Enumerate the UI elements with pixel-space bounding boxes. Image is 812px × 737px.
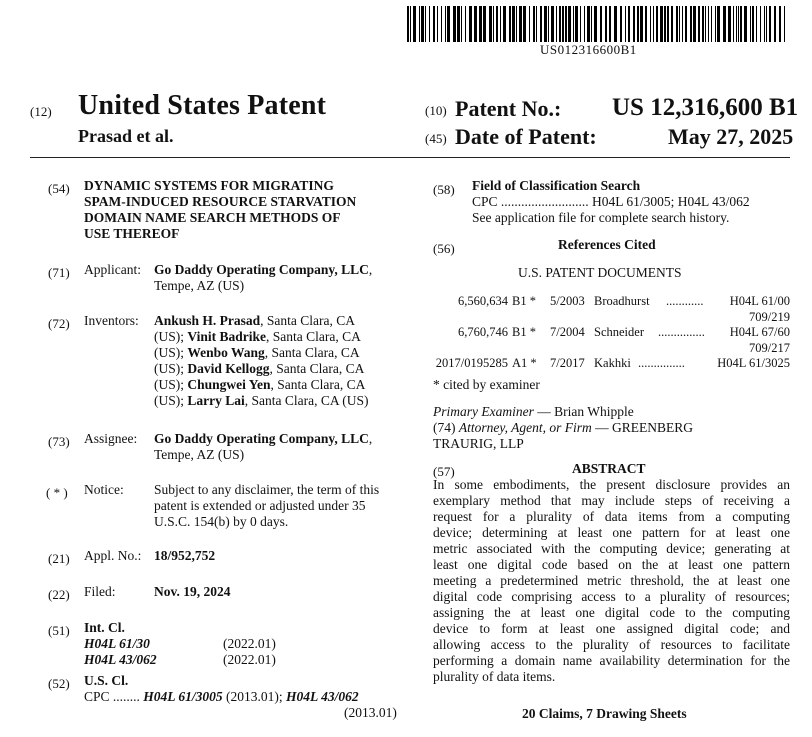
inventor-line <box>154 393 369 409</box>
barcode-bar <box>562 6 564 42</box>
inventor-line <box>154 313 369 329</box>
barcode-bar <box>469 6 472 42</box>
barcode-bar <box>653 6 654 42</box>
attorney-name: — GREENBERG <box>591 420 693 435</box>
barcode-bar <box>437 6 438 42</box>
abstract-line: metric associated with the computing device; generating at <box>433 541 790 556</box>
inventor-prefix: (US); <box>154 361 188 376</box>
barcode-bar <box>605 6 607 42</box>
barcode-bar <box>474 6 477 42</box>
barcode-bar <box>540 6 542 42</box>
inventor-line <box>154 377 369 393</box>
field-22-num: (22) <box>48 587 70 602</box>
reference-row-cont <box>436 341 790 357</box>
examiner-name: — Brian Whipple <box>533 404 634 419</box>
abstract-line: allowing access to the plurality of resources to facilitate <box>433 637 790 652</box>
barcode-bar <box>779 6 781 42</box>
barcode-bar <box>645 6 647 42</box>
filed-value: Nov. 19, 2024 <box>154 584 231 599</box>
barcode-bar <box>512 6 515 42</box>
abstract-line: meeting a predetermined metric threshold, the at least one <box>433 573 790 588</box>
date-of-patent: May 27, 2025 <box>668 124 794 149</box>
ref-date: 5/2003 <box>550 294 585 308</box>
barcode-bar <box>679 6 680 42</box>
reference-row <box>436 325 790 341</box>
barcode-bar <box>756 6 757 42</box>
date-label: Date of Patent: <box>455 124 597 149</box>
cpc-date: (2013.01); <box>226 689 283 704</box>
int-cl-code: H04L 43/062 <box>84 652 157 667</box>
abstract-line: device to form at least one assigned digital code; and <box>433 621 790 636</box>
barcode-bar <box>760 6 761 42</box>
barcode-bar <box>419 6 420 42</box>
us-patent-docs-label: U.S. PATENT DOCUMENTS <box>518 265 682 280</box>
invention-title <box>84 178 356 242</box>
ref-kind: A1 * <box>512 356 537 370</box>
attorney-label: Attorney, Agent, or Firm <box>458 420 592 435</box>
barcode-bar <box>413 6 416 42</box>
barcode-bar <box>441 6 442 42</box>
abstract-label: ABSTRACT <box>572 461 646 476</box>
cpc-code: H04L 61/3005 <box>143 689 223 704</box>
ref-dots: ............... <box>638 356 685 370</box>
field-57-num: (57) <box>433 464 455 479</box>
inventors-short: Prasad et al. <box>78 126 174 146</box>
barcode-bar <box>587 6 590 42</box>
barcode-bar <box>671 6 673 42</box>
inventor-name: Larry Lai <box>187 393 245 408</box>
barcode-bar <box>529 6 530 42</box>
cited-by-examiner: * cited by examiner <box>433 377 540 392</box>
ref-name: Kakhki <box>594 356 631 370</box>
barcode-bar <box>465 6 466 42</box>
title-line: USE THEREOF <box>84 226 180 241</box>
barcode-bar <box>461 6 462 42</box>
claims-sheets: 20 Claims, 7 Drawing Sheets <box>522 706 687 721</box>
notice-num: ( * ) <box>46 485 68 500</box>
barcode-bar <box>500 6 501 42</box>
barcode-bar <box>682 6 683 42</box>
int-cl-date: (2022.01) <box>223 652 276 667</box>
barcode-bar <box>591 6 592 42</box>
barcode-bar <box>573 6 574 42</box>
inventor-prefix: (US); <box>154 377 188 392</box>
barcode-bar <box>503 6 506 42</box>
assignee-label: Assignee: <box>84 431 138 446</box>
barcode-bar <box>421 6 424 42</box>
barcode-bar <box>633 6 635 42</box>
barcode-bar <box>565 6 567 42</box>
field-21-num: (21) <box>48 551 70 566</box>
barcode-bar <box>556 6 557 42</box>
barcode-bar <box>410 6 411 42</box>
kind-code-num: (12) <box>30 104 52 119</box>
assignee-location: Tempe, AZ (US) <box>154 447 245 462</box>
cpc-prefix: CPC ........ <box>84 689 140 704</box>
barcode-bar <box>685 6 687 42</box>
barcode-bar <box>614 6 617 42</box>
barcode-bar <box>736 6 737 42</box>
barcode-bar <box>533 6 535 42</box>
barcode-bar <box>702 6 704 42</box>
barcode-bar <box>733 6 734 42</box>
applicant-sep: , <box>368 262 373 277</box>
ref-dots: ............... <box>658 325 705 339</box>
field-72-num: (72) <box>48 316 70 331</box>
barcode-bar <box>766 6 767 42</box>
applicant-location: Tempe, AZ (US) <box>154 278 245 293</box>
abstract-line: assigning the at least one digital code to the computing <box>433 605 790 620</box>
inventor-location: , Santa Clara, CA <box>260 313 356 328</box>
inventor-location: , Santa Clara, CA <box>269 361 365 376</box>
notice-line: Subject to any disclaimer, the term of this <box>154 482 380 497</box>
barcode-bar <box>516 6 517 42</box>
barcode-bar <box>536 6 537 42</box>
barcode-bar <box>496 6 498 42</box>
abstract-text <box>433 477 790 685</box>
abstract-line: exemplary method that may include steps of receiving a <box>433 493 790 508</box>
cpc-date: (2013.01) <box>344 705 397 720</box>
barcode-bar <box>609 6 611 42</box>
title-line: DOMAIN NAME SEARCH METHODS OF <box>84 210 341 225</box>
primary-examiner <box>433 404 634 420</box>
barcode <box>407 6 785 42</box>
field-58-num: (58) <box>433 182 455 197</box>
filed-label: Filed: <box>84 584 116 599</box>
field-74-num: (74) <box>433 420 456 435</box>
applicant-label: Applicant: <box>84 262 141 277</box>
ref-number: 6,560,634 <box>458 294 508 308</box>
barcode-bar <box>717 6 720 42</box>
field-54-num: (54) <box>48 181 70 196</box>
abstract-line: performing a domain name availability determination for the <box>433 653 790 668</box>
barcode-bar <box>664 6 666 42</box>
ref-date: 7/2004 <box>550 325 585 339</box>
inventor-line <box>154 329 369 345</box>
inventor-name: Wenbo Wang <box>187 345 265 360</box>
barcode-bar <box>523 6 526 42</box>
barcode-bar <box>433 6 435 42</box>
field-search-label: Field of Classification Search <box>472 178 641 193</box>
barcode-bar <box>453 6 456 42</box>
abstract-line: In some embodiments, the present disclosure provides an <box>433 477 790 492</box>
barcode-bar <box>479 6 482 42</box>
ref-kind: B1 * <box>512 325 536 339</box>
barcode-bar <box>519 6 522 42</box>
barcode-bar <box>407 6 409 42</box>
field-51-num: (51) <box>48 623 70 638</box>
us-cl-label: U.S. Cl. <box>84 673 129 688</box>
inventor-line <box>154 345 369 361</box>
barcode-bar <box>600 6 602 42</box>
field-search-cpc: CPC .......................... H04L 61/3005; H04L 43/062 <box>472 194 750 209</box>
notice-text <box>154 482 379 530</box>
inventor-prefix: (US); <box>154 393 188 408</box>
barcode-bar <box>705 6 706 42</box>
barcode-bar <box>690 6 692 42</box>
barcode-bar <box>447 6 450 42</box>
barcode-bar <box>551 6 554 42</box>
notice-line: patent is extended or adjusted under 35 <box>154 498 366 513</box>
abstract-line: least one digital code based on the at least one pattern <box>433 557 790 572</box>
barcode-bar <box>752 6 754 42</box>
date-num: (45) <box>425 131 447 146</box>
ref-number: 2017/0195285 <box>435 356 508 370</box>
assignee-sep: , <box>368 431 373 446</box>
field-71-num: (71) <box>48 265 70 280</box>
abstract-line: digital code comprising access to a plurality of resources; <box>433 589 790 604</box>
inventor-location: , Santa Clara, CA (US) <box>244 393 369 408</box>
ref-class: H04L 67/60 <box>729 325 790 339</box>
barcode-bar <box>559 6 561 42</box>
barcode-bar <box>544 6 547 42</box>
barcode-bar <box>584 6 585 42</box>
patent-no-label: Patent No.: <box>455 96 562 121</box>
barcode-bar <box>429 6 430 42</box>
barcode-bar <box>698 6 700 42</box>
barcode-bar <box>628 6 630 42</box>
barcode-bar <box>750 6 751 42</box>
inventor-name: Chungwei Yen <box>187 377 271 392</box>
int-cl-date: (2022.01) <box>223 636 276 651</box>
barcode-bar <box>575 6 578 42</box>
inventor-prefix: (US); <box>154 345 188 360</box>
appl-no-label: Appl. No.: <box>84 548 142 563</box>
abstract-line: plurality of data items. <box>433 669 556 684</box>
cpc-code: H04L 43/062 <box>286 689 359 704</box>
title-line: SPAM-INDUCED RESOURCE STARVATION <box>84 194 357 209</box>
barcode-bar <box>457 6 460 42</box>
assignee-name: Go Daddy Operating Company, LLC <box>154 431 369 446</box>
barcode-bar <box>774 6 776 42</box>
barcode-bar <box>656 6 658 42</box>
ref-date: 7/2017 <box>550 356 585 370</box>
barcode-bar <box>620 6 622 42</box>
us-cl-cpc <box>84 689 359 705</box>
assignee <box>154 431 372 463</box>
inventor-location: , Santa Clara, CA <box>266 329 361 344</box>
field-search-note: See application file for complete search history. <box>472 210 730 225</box>
barcode-bar <box>738 6 739 42</box>
barcode-bar <box>425 6 426 42</box>
ref-class: H04L 61/3025 <box>717 356 790 370</box>
ref-kind: B1 * <box>512 294 536 308</box>
field-56-num: (56) <box>433 241 455 256</box>
applicant-name: Go Daddy Operating Company, LLC <box>154 262 369 277</box>
abstract-line: request for a plurality of data items from a computing <box>433 509 790 524</box>
barcode-bar <box>637 6 639 42</box>
examiner-label: Primary Examiner <box>433 404 534 419</box>
ref-dots: ............ <box>666 294 704 308</box>
inventors-label: Inventors: <box>84 313 139 328</box>
int-cl-code: H04L 61/30 <box>84 636 150 651</box>
inventor-name: Vinit Badrike <box>187 329 267 344</box>
barcode-bar <box>483 6 486 42</box>
barcode-bar <box>594 6 597 42</box>
ref-name: Broadhurst <box>594 294 650 308</box>
barcode-bar <box>580 6 581 42</box>
barcode-bar <box>660 6 663 42</box>
ref-class: H04L 61/00 <box>729 294 790 308</box>
inventors-list <box>154 313 369 409</box>
attorney <box>433 420 693 452</box>
ref-number: 6,760,746 <box>458 325 508 339</box>
barcode-bar <box>711 6 712 42</box>
barcode-bar <box>667 6 669 42</box>
barcode-bar <box>715 6 716 42</box>
inventor-location: , Santa Clara, CA <box>264 345 360 360</box>
field-52-num: (52) <box>48 676 70 691</box>
inventor-line <box>154 361 369 377</box>
notice-label: Notice: <box>84 482 124 497</box>
barcode-bar <box>728 6 731 42</box>
barcode-bar <box>548 6 549 42</box>
notice-line: U.S.C. 154(b) by 0 days. <box>154 514 289 529</box>
barcode-bar <box>708 6 709 42</box>
barcode-bar <box>650 6 651 42</box>
barcode-bar <box>764 6 765 42</box>
barcode-bar <box>625 6 626 42</box>
title-line: DYNAMIC SYSTEMS FOR MIGRATING <box>84 178 334 193</box>
inventor-location: , Santa Clara, CA <box>270 377 366 392</box>
barcode-bar <box>568 6 571 42</box>
document-title: United States Patent <box>78 90 327 121</box>
inventor-name: David Kellogg <box>187 361 270 376</box>
reference-row <box>436 356 790 372</box>
appl-no-value: 18/952,752 <box>154 548 216 563</box>
patent-no-num: (10) <box>425 103 447 118</box>
reference-row-cont <box>436 310 790 326</box>
barcode-bar <box>693 6 696 42</box>
abstract-line: device; determining at least one pattern for at least one <box>433 525 790 540</box>
reference-row <box>436 294 790 310</box>
header-divider <box>30 157 790 158</box>
barcode-bar <box>723 6 726 42</box>
barcode-bar <box>676 6 678 42</box>
patent-number: US 12,316,600 B1 <box>612 94 799 121</box>
inventor-name: Ankush H. Prasad <box>154 313 261 328</box>
int-cl-label: Int. Cl. <box>84 620 125 635</box>
ref-class-secondary: 709/219 <box>749 309 790 324</box>
field-73-num: (73) <box>48 434 70 449</box>
barcode-number: US012316600B1 <box>540 42 637 57</box>
barcode-bar <box>509 6 511 42</box>
barcode-bar <box>784 6 785 42</box>
inventor-prefix: (US); <box>154 329 188 344</box>
barcode-bar <box>493 6 494 42</box>
references-cited-label: References Cited <box>558 237 656 252</box>
barcode-bar <box>744 6 747 42</box>
attorney-name-cont: TRAURIG, LLP <box>433 436 524 451</box>
barcode-bar <box>640 6 643 42</box>
barcode-bar <box>445 6 446 42</box>
ref-class-secondary: 709/217 <box>749 340 790 355</box>
applicant <box>154 262 372 294</box>
barcode-bar <box>489 6 492 42</box>
references-table <box>436 294 790 372</box>
barcode-bar <box>740 6 742 42</box>
barcode-bar <box>769 6 771 42</box>
ref-name: Schneider <box>594 325 644 339</box>
